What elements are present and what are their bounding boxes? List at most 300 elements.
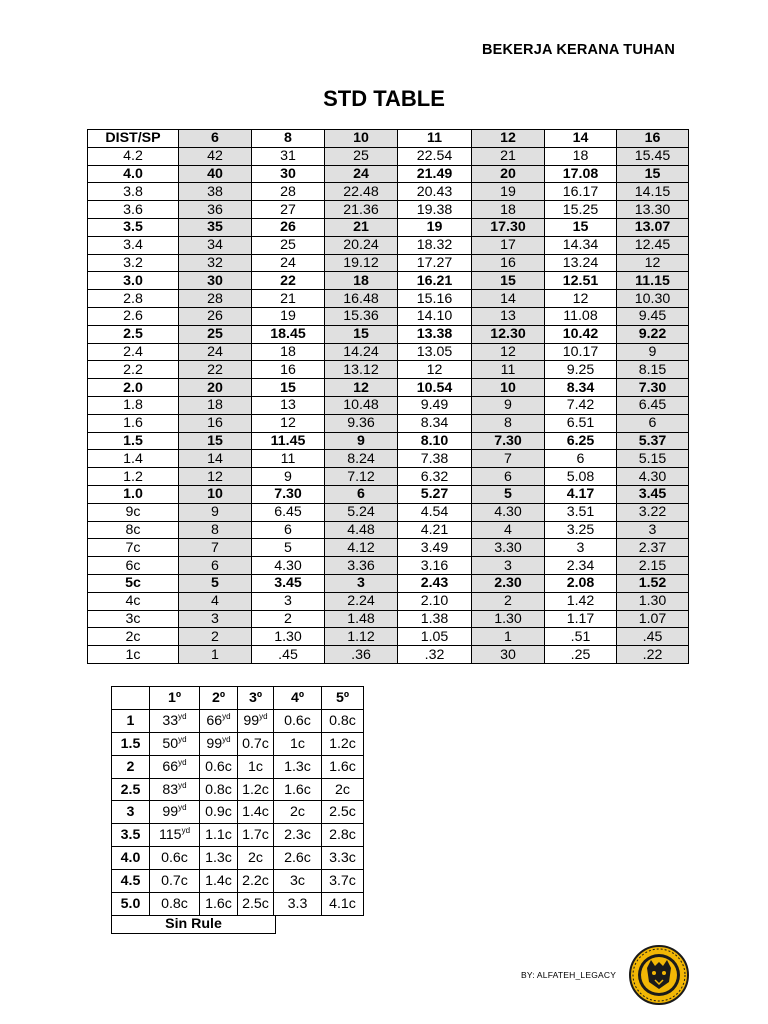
table-cell: 10.17 <box>545 343 617 361</box>
table-cell: 3.45 <box>252 574 325 592</box>
table-row <box>88 432 689 450</box>
table-cell: 3 <box>325 574 398 592</box>
table-cell: 13 <box>252 396 325 414</box>
sin-row-label: 1 <box>112 709 150 732</box>
table-cell: 6.45 <box>617 396 689 414</box>
table-cell <box>322 801 364 824</box>
byline: BY: ALFATEH_LEGACY <box>521 970 617 980</box>
table-row <box>112 847 364 870</box>
table-cell: 20.43 <box>398 183 472 201</box>
tiger-emblem-icon <box>628 944 690 1006</box>
distance-cell: 2.5 <box>88 325 179 343</box>
table-cell: 19.12 <box>325 254 398 272</box>
table-cell: 18 <box>545 147 617 165</box>
table-cell: 7 <box>472 450 545 468</box>
table-row <box>88 361 689 379</box>
table-cell: 3.36 <box>325 557 398 575</box>
table-row <box>88 592 689 610</box>
cell-value: 3c <box>290 873 305 890</box>
table-row <box>88 272 689 290</box>
table-cell: 9.22 <box>617 325 689 343</box>
table-cell <box>150 893 200 916</box>
table-cell: .36 <box>325 646 398 664</box>
table-cell <box>150 732 200 755</box>
table-cell <box>274 778 322 801</box>
cell-value: 2.2c <box>242 873 269 890</box>
table-cell <box>274 870 322 893</box>
table-cell: 35 <box>179 218 252 236</box>
table-cell: 6.45 <box>252 503 325 521</box>
table-cell: 6 <box>617 414 689 432</box>
table-cell: 10 <box>179 485 252 503</box>
table-cell <box>274 755 322 778</box>
yard-superscript: yd <box>178 803 187 813</box>
table-cell: 18 <box>179 396 252 414</box>
table-cell <box>322 893 364 916</box>
sin-header-cell: 3º <box>238 687 274 710</box>
table-cell: 1 <box>179 646 252 664</box>
table-cell: 13.07 <box>617 218 689 236</box>
table-cell: 7 <box>179 539 252 557</box>
table-cell: 8 <box>179 521 252 539</box>
cell-value: 50 <box>162 735 179 752</box>
table-cell: 3.30 <box>472 539 545 557</box>
cell-value: 33 <box>162 712 179 729</box>
table-row <box>112 893 364 916</box>
table-cell: 28 <box>179 290 252 308</box>
cell-value: 2.6c <box>284 850 311 867</box>
cell-value: 1.4c <box>242 804 269 821</box>
table-row <box>88 396 689 414</box>
table-cell <box>238 778 274 801</box>
distance-cell: 3.4 <box>88 236 179 254</box>
cell-value: 83 <box>162 781 179 798</box>
table-cell: 5.27 <box>398 485 472 503</box>
table-cell: 11.08 <box>545 307 617 325</box>
table-cell: 9.25 <box>545 361 617 379</box>
table-cell: 15.25 <box>545 201 617 219</box>
cell-value: 99 <box>243 712 260 729</box>
table-cell: 6.32 <box>398 468 472 486</box>
distance-cell: 2.2 <box>88 361 179 379</box>
sin-row-label: 2.5 <box>112 778 150 801</box>
table-cell <box>322 847 364 870</box>
sin-row-label: 4.0 <box>112 847 150 870</box>
table-cell: 16.21 <box>398 272 472 290</box>
sin-header-cell: 4º <box>274 687 322 710</box>
table-cell: 7.42 <box>545 396 617 414</box>
table-cell: 10.48 <box>325 396 398 414</box>
table-cell <box>238 893 274 916</box>
table-cell <box>274 801 322 824</box>
table-cell: 18 <box>325 272 398 290</box>
table-cell: 20 <box>179 379 252 397</box>
page-title: STD TABLE <box>323 86 445 111</box>
table-cell: 5.08 <box>545 468 617 486</box>
std-header-cell: 11 <box>398 130 472 148</box>
table-cell: 13.30 <box>617 201 689 219</box>
table-cell: 6 <box>472 468 545 486</box>
std-header-cell: 6 <box>179 130 252 148</box>
table-row <box>88 539 689 557</box>
table-cell: 25 <box>325 147 398 165</box>
table-cell: 6 <box>545 450 617 468</box>
table-cell: 6 <box>252 521 325 539</box>
table-cell: 11.15 <box>617 272 689 290</box>
table-cell: 3 <box>472 557 545 575</box>
distance-cell: 2.4 <box>88 343 179 361</box>
table-cell: 16.48 <box>325 290 398 308</box>
table-cell: 1.17 <box>545 610 617 628</box>
table-cell: 22.54 <box>398 147 472 165</box>
cell-value: 1.4c <box>205 873 232 890</box>
table-cell: 16 <box>179 414 252 432</box>
table-row <box>88 503 689 521</box>
cell-value: 115 <box>158 827 182 844</box>
table-row <box>112 709 364 732</box>
table-cell: 2.10 <box>398 592 472 610</box>
cell-value: 1.3c <box>284 758 311 775</box>
cell-value: 2.5c <box>242 895 269 912</box>
table-cell: 25 <box>252 236 325 254</box>
cell-value: 3.3c <box>329 850 356 867</box>
sin-header-cell: 5º <box>322 687 364 710</box>
table-cell: 3 <box>617 521 689 539</box>
table-cell: 15.45 <box>617 147 689 165</box>
table-cell: 18 <box>252 343 325 361</box>
sin-row-label: 4.5 <box>112 870 150 893</box>
table-cell: 7.38 <box>398 450 472 468</box>
table-cell <box>150 870 200 893</box>
cell-value: 2.8c <box>329 827 356 844</box>
cell-value: 0.8c <box>329 712 356 729</box>
cell-value: 2.3c <box>284 827 311 844</box>
table-cell: 15.36 <box>325 307 398 325</box>
cell-value: 2.5c <box>329 804 356 821</box>
table-cell: 12 <box>325 379 398 397</box>
table-cell: 1.07 <box>617 610 689 628</box>
table-cell: 17.27 <box>398 254 472 272</box>
table-cell: 15.16 <box>398 290 472 308</box>
cell-value: 0.6c <box>161 850 188 867</box>
table-cell: 2.30 <box>472 574 545 592</box>
table-cell: 9 <box>617 343 689 361</box>
table-cell: 19 <box>398 218 472 236</box>
table-cell <box>322 709 364 732</box>
table-cell: 8.10 <box>398 432 472 450</box>
cell-value: 2c <box>335 781 350 798</box>
std-header-cell: 8 <box>252 130 325 148</box>
table-row <box>88 646 689 664</box>
table-cell: 15 <box>179 432 252 450</box>
table-cell: 5.15 <box>617 450 689 468</box>
table-cell: 26 <box>252 218 325 236</box>
table-cell <box>238 755 274 778</box>
table-cell: 13 <box>472 307 545 325</box>
table-cell: 15 <box>472 272 545 290</box>
table-cell <box>238 732 274 755</box>
table-cell: 9 <box>472 396 545 414</box>
table-cell: 21 <box>325 218 398 236</box>
table-cell: 3.25 <box>545 521 617 539</box>
cell-value: 0.8c <box>205 781 232 798</box>
cell-value: 3.3 <box>287 895 308 912</box>
distance-cell: 3.0 <box>88 272 179 290</box>
std-header-cell: 14 <box>545 130 617 148</box>
table-cell: 30 <box>179 272 252 290</box>
table-cell: 9.45 <box>617 307 689 325</box>
std-header-cell: 10 <box>325 130 398 148</box>
table-cell: 4.17 <box>545 485 617 503</box>
table-cell: 4.48 <box>325 521 398 539</box>
table-cell: 8.34 <box>398 414 472 432</box>
table-row <box>88 414 689 432</box>
table-cell: 14 <box>179 450 252 468</box>
table-cell: 26 <box>179 307 252 325</box>
distance-cell: 1.6 <box>88 414 179 432</box>
table-cell: 8.34 <box>545 379 617 397</box>
table-cell: 1.52 <box>617 574 689 592</box>
table-cell: 36 <box>179 201 252 219</box>
table-cell: 11.45 <box>252 432 325 450</box>
table-cell: 11 <box>252 450 325 468</box>
cell-value: 1.3c <box>205 850 232 867</box>
table-cell <box>200 755 238 778</box>
cell-value: 1.7c <box>242 827 269 844</box>
sin-header-cell: 2º <box>200 687 238 710</box>
table-cell: 11 <box>472 361 545 379</box>
table-cell: 38 <box>179 183 252 201</box>
table-cell: 21 <box>472 147 545 165</box>
table-cell: 5 <box>179 574 252 592</box>
table-cell: 5 <box>252 539 325 557</box>
table-cell: 24 <box>252 254 325 272</box>
distance-cell: 3c <box>88 610 179 628</box>
table-cell: 13.12 <box>325 361 398 379</box>
table-cell: 1.42 <box>545 592 617 610</box>
table-cell: .32 <box>398 646 472 664</box>
table-cell: 21 <box>252 290 325 308</box>
table-cell: 2 <box>252 610 325 628</box>
table-cell: 2 <box>472 592 545 610</box>
table-cell: 14.34 <box>545 236 617 254</box>
table-cell: 4 <box>472 521 545 539</box>
cell-value: 1.2c <box>242 781 269 798</box>
table-row <box>112 870 364 893</box>
table-cell <box>150 755 200 778</box>
distance-cell: 1.8 <box>88 396 179 414</box>
table-cell: 6.25 <box>545 432 617 450</box>
table-cell: 32 <box>179 254 252 272</box>
sin-row-label: 5.0 <box>112 893 150 916</box>
table-cell: 40 <box>179 165 252 183</box>
table-cell: 3.16 <box>398 557 472 575</box>
cell-value: 1.2c <box>329 735 356 752</box>
table-cell: 28 <box>252 183 325 201</box>
table-cell: 16.17 <box>545 183 617 201</box>
table-cell: 13.24 <box>545 254 617 272</box>
yard-superscript: yd <box>181 826 191 836</box>
table-cell: 7.12 <box>325 468 398 486</box>
table-cell: 15 <box>545 218 617 236</box>
table-cell: 14.24 <box>325 343 398 361</box>
table-cell: 16 <box>472 254 545 272</box>
yard-superscript: yd <box>178 780 187 790</box>
cell-value: 99 <box>162 804 179 821</box>
table-row <box>112 755 364 778</box>
table-cell: 15 <box>325 325 398 343</box>
table-cell: 3 <box>179 610 252 628</box>
table-cell: 2.15 <box>617 557 689 575</box>
table-cell: 5.24 <box>325 503 398 521</box>
table-row <box>88 610 689 628</box>
distance-cell: 2c <box>88 628 179 646</box>
table-cell: 8 <box>472 414 545 432</box>
table-cell: 2 <box>179 628 252 646</box>
table-cell: 10.30 <box>617 290 689 308</box>
table-cell: 8.15 <box>617 361 689 379</box>
table-row <box>88 485 689 503</box>
cell-value: 1.6c <box>284 781 311 798</box>
cell-value: 0.7c <box>242 735 269 752</box>
table-cell: 4.30 <box>252 557 325 575</box>
table-cell: 20 <box>472 165 545 183</box>
cell-value: 1.6c <box>205 895 232 912</box>
distance-cell: 9c <box>88 503 179 521</box>
yard-superscript: yd <box>222 734 231 744</box>
table-cell: 12.45 <box>617 236 689 254</box>
table-cell <box>322 824 364 847</box>
table-cell: 4.54 <box>398 503 472 521</box>
yard-superscript: yd <box>178 757 187 767</box>
sin-header-cell <box>112 687 150 710</box>
sin-row-label: 2 <box>112 755 150 778</box>
table-cell: 16 <box>252 361 325 379</box>
distance-cell: 3.2 <box>88 254 179 272</box>
table-row <box>88 201 689 219</box>
table-cell: 12 <box>398 361 472 379</box>
table-cell: 17.08 <box>545 165 617 183</box>
table-cell: 8.24 <box>325 450 398 468</box>
sin-rule-table <box>111 686 364 916</box>
table-cell: 19 <box>472 183 545 201</box>
yard-superscript: yd <box>178 734 187 744</box>
table-cell <box>322 778 364 801</box>
table-cell <box>238 709 274 732</box>
table-cell <box>200 778 238 801</box>
table-row <box>88 290 689 308</box>
table-cell: 1 <box>472 628 545 646</box>
table-cell <box>200 847 238 870</box>
table-cell: 9 <box>179 503 252 521</box>
std-header-cell: 12 <box>472 130 545 148</box>
table-cell: 1.30 <box>252 628 325 646</box>
table-cell: 14 <box>472 290 545 308</box>
table-cell <box>200 709 238 732</box>
distance-cell: 6c <box>88 557 179 575</box>
table-cell: 1.48 <box>325 610 398 628</box>
table-cell: 1.12 <box>325 628 398 646</box>
table-cell: 14.15 <box>617 183 689 201</box>
table-cell: 4.30 <box>617 468 689 486</box>
distance-cell: 5c <box>88 574 179 592</box>
table-cell: 12 <box>252 414 325 432</box>
table-cell: 31 <box>252 147 325 165</box>
cell-value: 0.8c <box>161 895 188 912</box>
table-cell: 12 <box>472 343 545 361</box>
yard-superscript: yd <box>259 711 268 721</box>
distance-cell: 4.0 <box>88 165 179 183</box>
table-cell: 21.36 <box>325 201 398 219</box>
table-cell: 1.05 <box>398 628 472 646</box>
cell-value: 1c <box>248 758 263 775</box>
table-cell <box>150 847 200 870</box>
table-cell: 22 <box>252 272 325 290</box>
table-cell: 5 <box>472 485 545 503</box>
table-cell: 2.08 <box>545 574 617 592</box>
table-cell: 3 <box>252 592 325 610</box>
table-cell <box>200 870 238 893</box>
cell-value: 66 <box>162 758 179 775</box>
table-cell: 6 <box>179 557 252 575</box>
table-cell <box>238 824 274 847</box>
table-cell: 1.30 <box>617 592 689 610</box>
table-cell: 14.10 <box>398 307 472 325</box>
table-cell: 3.49 <box>398 539 472 557</box>
table-cell: 9 <box>325 432 398 450</box>
distance-cell: 1.0 <box>88 485 179 503</box>
table-cell: 9.49 <box>398 396 472 414</box>
sin-header-row <box>112 687 364 710</box>
table-row <box>88 218 689 236</box>
table-cell <box>238 847 274 870</box>
table-row <box>88 468 689 486</box>
table-cell: 2.43 <box>398 574 472 592</box>
table-cell: 18 <box>472 201 545 219</box>
table-row <box>112 732 364 755</box>
table-cell: 18.45 <box>252 325 325 343</box>
table-cell: 18.32 <box>398 236 472 254</box>
table-cell: 21.49 <box>398 165 472 183</box>
table-cell: 10.42 <box>545 325 617 343</box>
table-cell <box>274 732 322 755</box>
table-cell: 6 <box>325 485 398 503</box>
yard-superscript: yd <box>222 711 231 721</box>
table-cell: 10 <box>472 379 545 397</box>
distance-cell: 1.5 <box>88 432 179 450</box>
distance-cell: 8c <box>88 521 179 539</box>
table-cell <box>200 824 238 847</box>
table-row <box>88 254 689 272</box>
table-cell: 13.38 <box>398 325 472 343</box>
header-text: BEKERJA KERANA TUHAN <box>481 42 675 58</box>
table-row <box>88 521 689 539</box>
table-cell <box>274 893 322 916</box>
distance-cell: 7c <box>88 539 179 557</box>
table-cell: 3.51 <box>545 503 617 521</box>
cell-value: 0.9c <box>205 804 232 821</box>
sin-row-label: 1.5 <box>112 732 150 755</box>
cell-value: 2c <box>290 804 305 821</box>
table-cell: 2.34 <box>545 557 617 575</box>
table-cell <box>274 824 322 847</box>
table-row <box>88 183 689 201</box>
table-cell: 7.30 <box>617 379 689 397</box>
table-cell: 22 <box>179 361 252 379</box>
distance-cell: 2.0 <box>88 379 179 397</box>
sin-header-cell: 1º <box>150 687 200 710</box>
cell-value: 4.1c <box>329 895 356 912</box>
